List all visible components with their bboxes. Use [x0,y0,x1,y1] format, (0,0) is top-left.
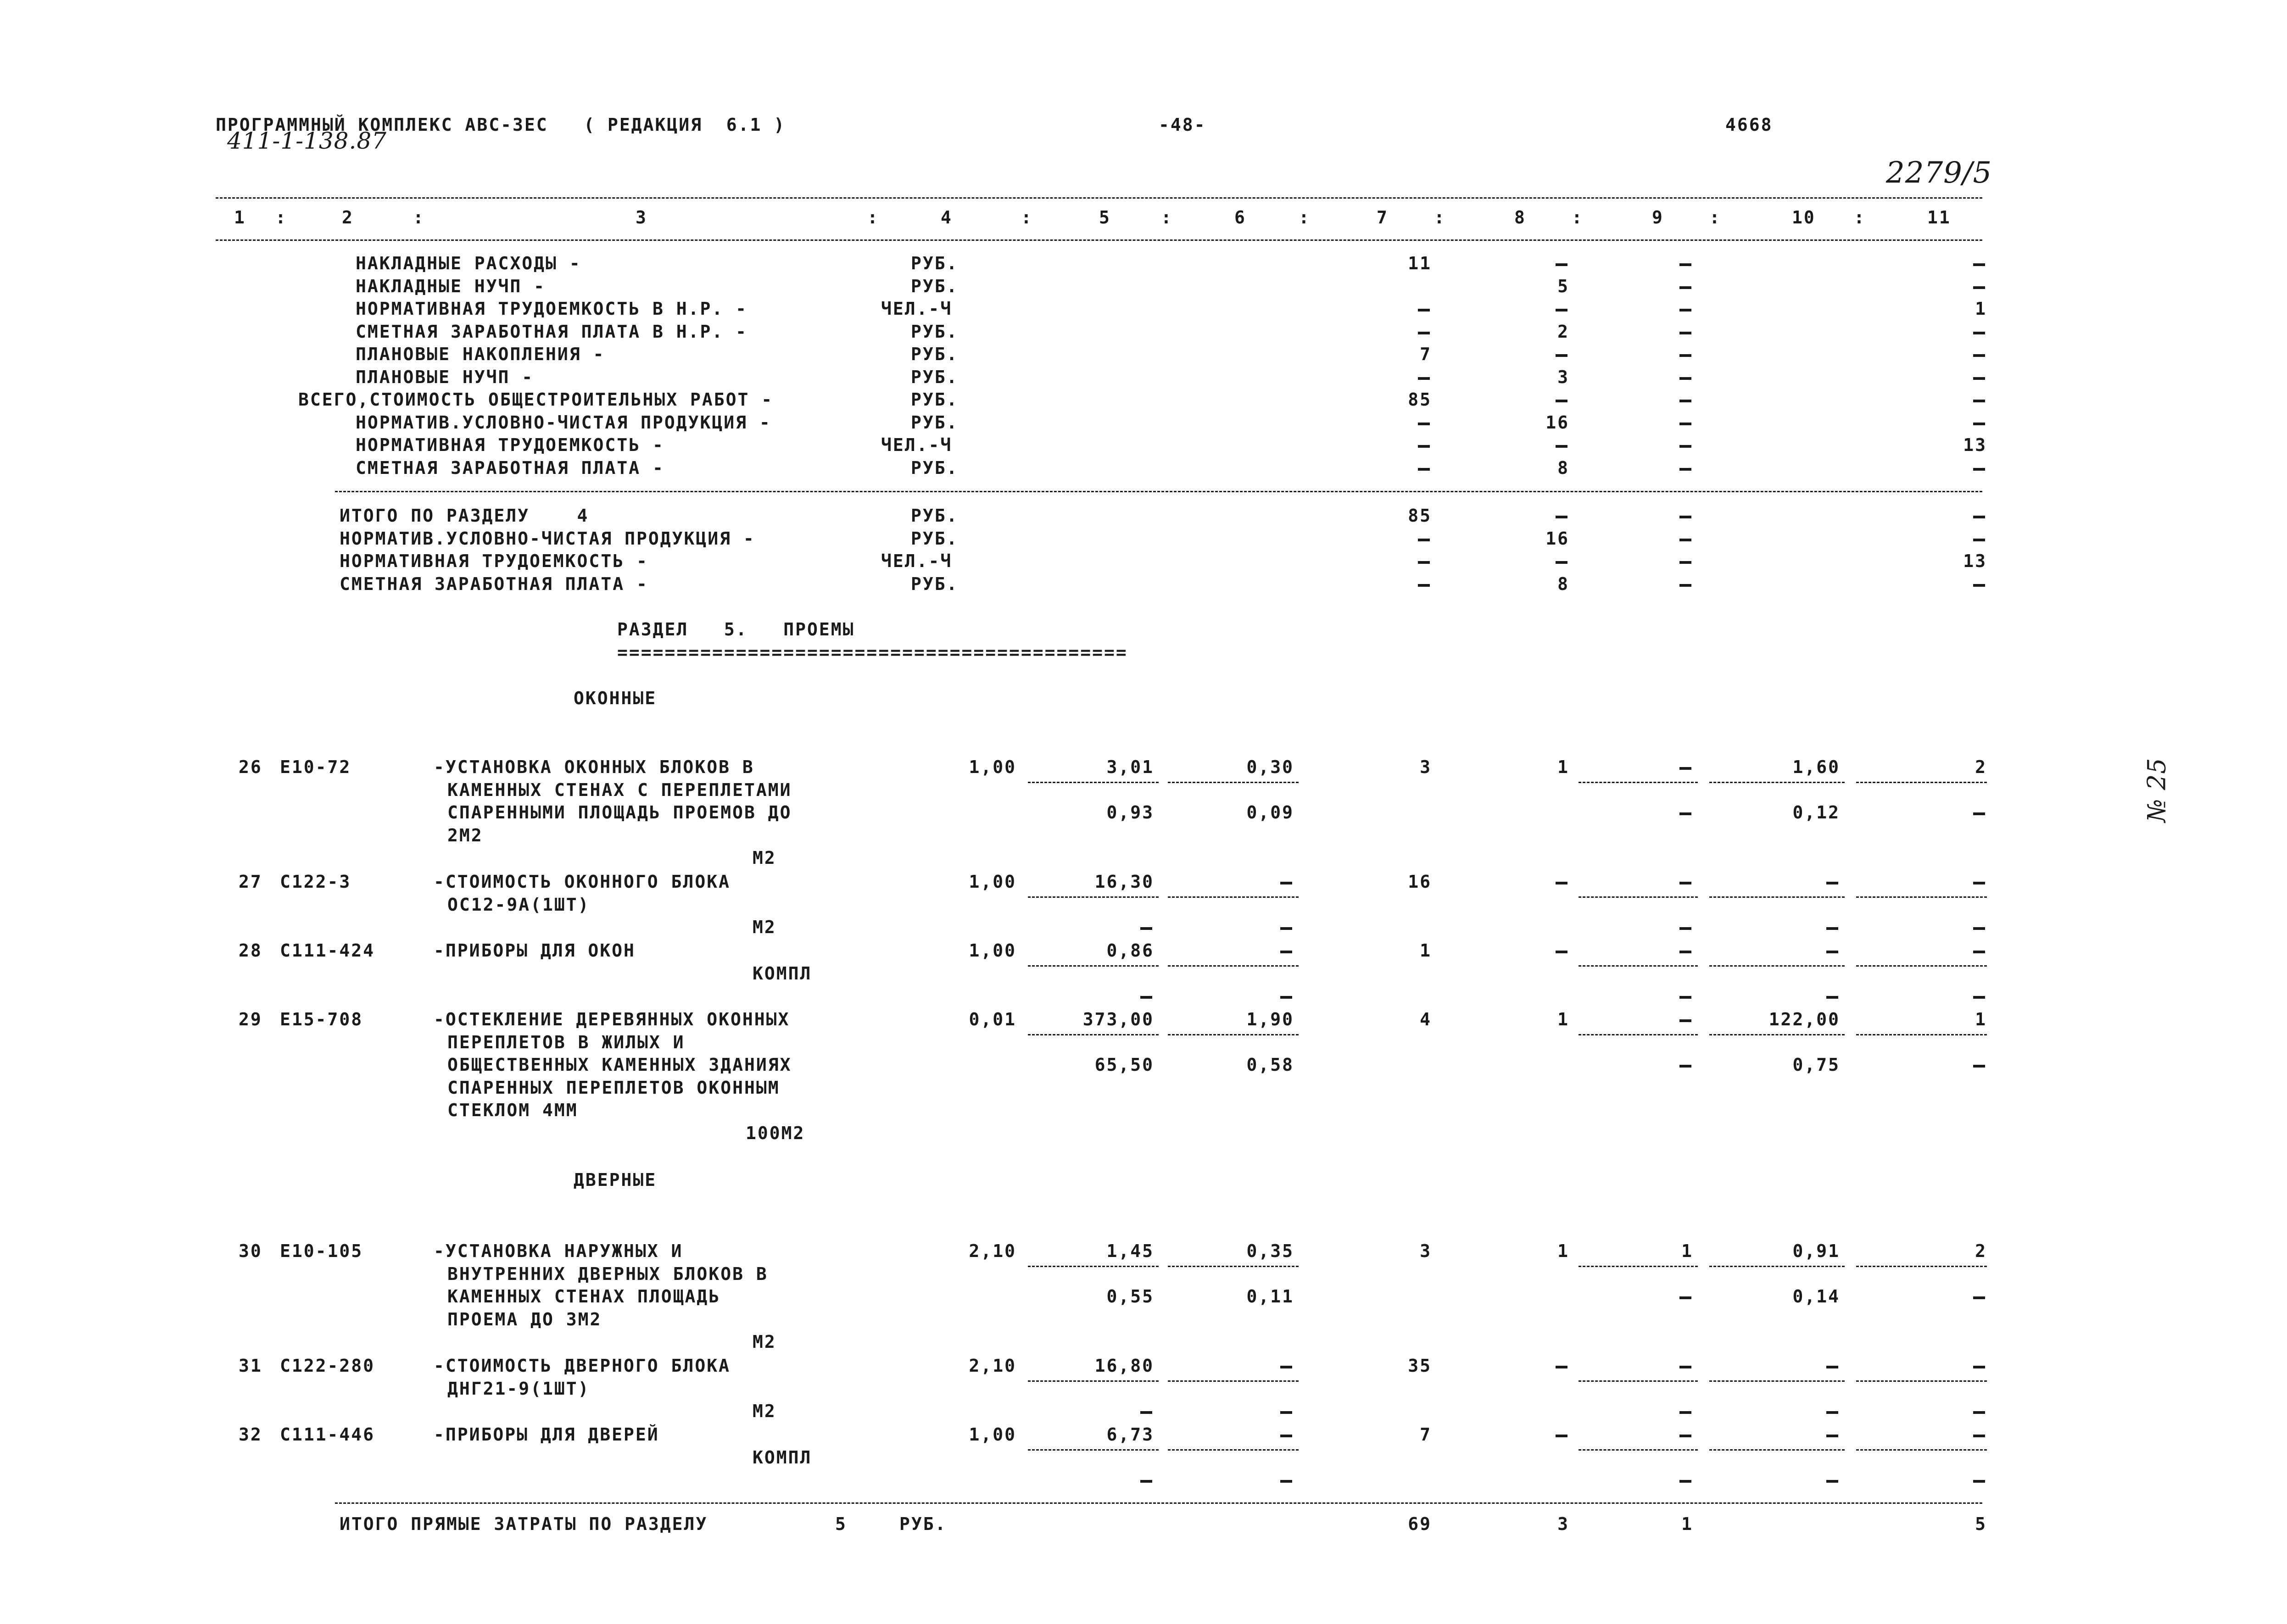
column-number-7: 7 [1377,207,1389,228]
item-wage-cost-machine [1280,927,1292,930]
section-title: РАЗДЕЛ 5. ПРОЕМЫ [617,619,855,640]
column-number-10: 10 [1792,207,1816,228]
fraction-line [1579,965,1698,967]
item-wage-total [1556,951,1567,953]
item-quantity: 1,00 [969,940,1016,961]
item-code: С122-3 [280,872,351,892]
summary-c9 [1679,445,1691,448]
item-unit-cost: 373,00 [1082,1009,1154,1029]
item-description: ОБЩЕСТВЕННЫХ КАМЕННЫХ ЗДАНИЯХ [447,1055,792,1075]
item-labour-machine [1826,927,1838,930]
fraction-line [1028,1266,1159,1267]
item-labour-machine: 0,14 [1792,1286,1840,1307]
item-wage-cost: 1,90 [1246,1009,1294,1029]
grand-total-rule [335,1502,1982,1504]
summary-c11: 1 [1975,299,1987,319]
summary-unit: РУБ. [911,253,959,273]
section-total-c7 [1418,561,1430,564]
section-total-c8: 16 [1545,528,1569,549]
item-machine [1679,1366,1691,1368]
summary-unit: РУБ. [911,321,959,342]
fraction-line [1579,1380,1698,1382]
section-total-rule [335,491,1982,492]
summary-label: ВСЕГО,СТОИМОСТЬ ОБЩЕСТРОИТЕЛЬНЫХ РАБОТ - [298,389,774,410]
page-number: -48- [1159,115,1206,135]
item-quantity: 2,10 [969,1356,1016,1376]
item-code: С122-280 [280,1356,375,1376]
summary-c8 [1556,400,1567,402]
item-description: СПАРЕННЫМИ ПЛОЩАДЬ ПРОЕМОВ ДО [447,802,792,823]
item-total-cost: 1 [1420,940,1432,961]
item-number: 28 [239,940,262,961]
summary-c11 [1973,286,1985,289]
summary-c8 [1556,309,1567,311]
grand-total-c9: 1 [1681,1514,1693,1534]
item-labour-norm: 0,91 [1792,1241,1840,1261]
item-unit-cost: 3,01 [1106,757,1154,777]
summary-unit: РУБ. [911,389,959,410]
column-separator: : [1854,207,1866,228]
grand-total-c11: 5 [1975,1514,1987,1534]
summary-c9 [1679,377,1691,380]
item-unit-cost: 6,73 [1106,1424,1154,1445]
summary-c9 [1679,468,1691,471]
fraction-line [1028,965,1159,967]
section-total-c9 [1679,561,1691,564]
fraction-line [1709,1034,1845,1035]
item-quantity: 1,00 [969,1424,1016,1445]
fraction-line [1709,896,1845,898]
item-wage-total [1556,882,1567,884]
summary-c8 [1556,263,1567,266]
section-total-c8 [1556,516,1567,518]
fraction-line [1709,782,1845,783]
summary-c7: 11 [1408,253,1432,273]
item-machine [1679,951,1691,953]
item-labour-machine [1826,996,1838,999]
item-description: КАМЕННЫХ СТЕНАХ С ПЕРЕПЛЕТАМИ [447,779,792,800]
summary-c7: 85 [1408,389,1432,410]
item-description: -УСТАНОВКА ОКОННЫХ БЛОКОВ В [434,757,754,777]
section-total-c7: 85 [1408,506,1432,526]
item-labour-norm [1826,882,1838,884]
fraction-line [1856,782,1987,783]
item-total-cost: 3 [1420,757,1432,777]
fraction-line [1028,1449,1159,1451]
column-number-4: 4 [941,207,953,228]
item-labour-norm [1826,1366,1838,1368]
fraction-line [1028,1380,1159,1382]
item-description: ДНГ21-9(1ШТ) [447,1378,590,1399]
summary-c11 [1973,354,1985,357]
item-number: 26 [239,757,262,777]
item-unit: М2 [753,1401,776,1421]
item-unit-cost: 16,80 [1094,1356,1154,1376]
section-total-unit: РУБ. [911,573,959,594]
item-machine [1679,1435,1691,1437]
section-total-unit: ЧЕЛ.-Ч [881,551,953,571]
item-number: 31 [239,1356,262,1376]
item-description: СПАРЕННЫХ ПЕРЕПЛЕТОВ ОКОННЫМ [447,1077,780,1098]
item-labour-machine-total [1973,996,1985,999]
summary-c8: 8 [1557,457,1569,478]
section-total-label: НОРМАТИВ.УСЛОВНО-ЧИСТАЯ ПРОДУКЦИЯ - [340,528,755,549]
column-separator: : [1021,207,1033,228]
item-code: Е10-105 [280,1241,363,1261]
grand-total-unit: РУБ. [899,1514,947,1534]
section-total-c9 [1679,584,1691,587]
item-unit: М2 [753,848,776,868]
item-machine-wage [1679,996,1691,999]
item-total-cost: 16 [1408,872,1432,892]
item-labour-machine [1826,1480,1838,1483]
section-total-c11 [1973,516,1985,518]
summary-c8: 2 [1557,321,1569,342]
item-labour-machine: 0,12 [1792,802,1840,823]
item-machine-wage [1679,1411,1691,1414]
summary-label: СМЕТНАЯ ЗАРАБОТНАЯ ПЛАТА В Н.Р. - [356,321,747,342]
section-total-c11 [1973,584,1985,587]
item-wage-cost-machine: 0,09 [1246,802,1294,823]
item-labour-machine: 0,75 [1792,1055,1840,1075]
column-number-11: 11 [1927,207,1951,228]
item-machine [1679,882,1691,884]
fraction-line [1709,1380,1845,1382]
item-wage-total: 1 [1557,1009,1569,1029]
item-machine-wage [1679,1480,1691,1483]
item-description: КАМЕННЫХ СТЕНАХ ПЛОЩАДЬ [447,1286,721,1307]
item-labour-total: 1 [1975,1009,1987,1029]
column-number-9: 9 [1652,207,1664,228]
side-note: № 25 [2142,757,2171,823]
item-total-cost: 3 [1420,1241,1432,1261]
section-total-label: ИТОГО ПО РАЗДЕЛУ 4 [340,506,589,526]
item-description: -СТОИМОСТЬ ДВЕРНОГО БЛОКА [434,1356,731,1376]
fraction-line [1856,1449,1987,1451]
section-total-label: НОРМАТИВНАЯ ТРУДОЕМКОСТЬ - [340,551,648,571]
section-total-c8 [1556,561,1567,564]
item-quantity: 2,10 [969,1241,1016,1261]
item-unit: КОМПЛ [753,963,812,984]
item-machine-wage [1679,927,1691,930]
grand-total-c7: 69 [1408,1514,1432,1534]
summary-c9 [1679,400,1691,402]
fraction-line [1168,965,1299,967]
summary-c8: 16 [1545,412,1569,433]
summary-c9 [1679,263,1691,266]
item-description: -СТОИМОСТЬ ОКОННОГО БЛОКА [434,872,731,892]
item-wage-cost-machine [1280,1480,1292,1483]
fraction-line [1579,782,1698,783]
column-number-8: 8 [1514,207,1526,228]
item-code: С111-446 [280,1424,375,1445]
summary-c11 [1973,423,1985,425]
item-labour-total: 2 [1975,1241,1987,1261]
section-total-unit: РУБ. [911,506,959,526]
item-quantity: 0,01 [969,1009,1016,1029]
summary-c8: 3 [1557,367,1569,387]
item-total-cost: 7 [1420,1424,1432,1445]
fraction-line [1579,1266,1698,1267]
item-unit: КОМПЛ [753,1447,812,1468]
item-number: 32 [239,1424,262,1445]
fraction-line [1856,1034,1987,1035]
summary-label: НОРМАТИВНАЯ ТРУДОЕМКОСТЬ В Н.Р. - [356,299,747,319]
summary-c7 [1418,309,1430,311]
item-labour-machine-total [1973,1065,1985,1068]
item-description: -УСТАНОВКА НАРУЖНЫХ И [434,1241,683,1261]
item-labour-machine [1826,1411,1838,1414]
item-labour-machine-total [1973,927,1985,930]
column-number-1: 1 [234,207,246,228]
summary-c9 [1679,286,1691,289]
item-wage-total [1556,1435,1567,1437]
column-number-6: 6 [1234,207,1246,228]
summary-label: НОРМАТИВ.УСЛОВНО-ЧИСТАЯ ПРОДУКЦИЯ - [356,412,771,433]
item-labour-total [1973,1366,1985,1368]
item-labour-total [1973,1435,1985,1437]
section-total-c11 [1973,539,1985,541]
item-labour-total [1973,951,1985,953]
item-labour-norm [1826,1435,1838,1437]
fraction-line [1168,1034,1299,1035]
column-separator: : [867,207,879,228]
summary-c11 [1973,400,1985,402]
header-rule-bottom [216,239,1982,241]
item-wage-total [1556,1366,1567,1368]
fraction-line [1579,896,1698,898]
item-total-cost: 35 [1408,1356,1432,1376]
summary-c8 [1556,445,1567,448]
item-wage-cost: 0,35 [1246,1241,1294,1261]
item-unit-cost-machine [1140,1480,1152,1483]
section-total-c8: 8 [1557,573,1569,594]
item-code: С111-424 [280,940,375,961]
item-unit-cost: 1,45 [1106,1241,1154,1261]
item-unit-cost-machine: 0,93 [1106,802,1154,823]
item-labour-machine-total [1973,1296,1985,1299]
summary-c11: 13 [1963,435,1987,455]
item-labour-machine-total [1973,812,1985,815]
column-separator: : [1299,207,1311,228]
summary-c9 [1679,309,1691,311]
item-description: ПЕРЕПЛЕТОВ В ЖИЛЫХ И [447,1032,685,1052]
summary-c9 [1679,423,1691,425]
column-separator: : [275,207,287,228]
item-description: -ПРИБОРЫ ДЛЯ ОКОН [434,940,636,961]
section-total-c9 [1679,516,1691,518]
item-wage-cost-machine: 0,58 [1246,1055,1294,1075]
item-wage-cost: 0,30 [1246,757,1294,777]
item-labour-total [1973,882,1985,884]
section-title-underline: =========================================== [617,642,1128,662]
summary-label: ПЛАНОВЫЕ НАКОПЛЕНИЯ - [356,344,605,364]
fraction-line [1709,1266,1845,1267]
fraction-line [1168,1380,1299,1382]
section-total-unit: РУБ. [911,528,959,549]
item-wage-cost-machine: 0,11 [1246,1286,1294,1307]
summary-unit: РУБ. [911,457,959,478]
fraction-line [1856,896,1987,898]
summary-c9 [1679,354,1691,357]
header-rule-top [216,197,1982,199]
item-number: 30 [239,1241,262,1261]
summary-c11 [1973,332,1985,334]
item-unit: 100М2 [746,1123,805,1143]
item-description: ВНУТРЕННИХ ДВЕРНЫХ БЛОКОВ В [447,1263,768,1284]
item-description: 2М2 [447,825,483,845]
item-labour-norm: 122,00 [1768,1009,1840,1029]
item-code: Е15-708 [280,1009,363,1029]
item-code: Е10-72 [280,757,351,777]
item-number: 27 [239,872,262,892]
fraction-line [1028,896,1159,898]
fraction-line [1579,1449,1698,1451]
summary-unit: РУБ. [911,344,959,364]
document-code: 4668 [1725,115,1773,135]
column-separator: : [413,207,425,228]
summary-label: НАКЛАДНЫЕ РАСХОДЫ - [356,253,581,273]
grand-total-label: ИТОГО ПРЯМЫЕ ЗАТРАТЫ ПО РАЗДЕЛУ [340,1514,708,1534]
summary-unit: РУБ. [911,412,959,433]
item-unit-cost: 16,30 [1094,872,1154,892]
summary-label: СМЕТНАЯ ЗАРАБОТНАЯ ПЛАТА - [356,457,664,478]
fraction-line [1709,1449,1845,1451]
item-labour-machine-total [1973,1480,1985,1483]
column-separator: : [1572,207,1584,228]
item-quantity: 1,00 [969,872,1016,892]
item-unit-cost-machine [1140,1411,1152,1414]
item-labour-norm: 1,60 [1792,757,1840,777]
summary-unit: РУБ. [911,276,959,296]
summary-c11 [1973,377,1985,380]
item-description: -ОСТЕКЛЕНИЕ ДЕРЕВЯННЫХ ОКОННЫХ [434,1009,790,1029]
summary-label: НОРМАТИВНАЯ ТРУДОЕМКОСТЬ - [356,435,664,455]
column-separator: : [1434,207,1446,228]
item-description: ПРОЕМА ДО 3М2 [447,1309,602,1329]
column-number-3: 3 [636,207,647,228]
item-unit-cost: 0,86 [1106,940,1154,961]
item-quantity: 1,00 [969,757,1016,777]
fraction-line [1028,782,1159,783]
summary-unit: РУБ. [911,367,959,387]
fraction-line [1579,1034,1698,1035]
column-number-2: 2 [342,207,354,228]
section-total-c9 [1679,539,1691,541]
column-number-5: 5 [1099,207,1111,228]
item-labour-machine-total [1973,1411,1985,1414]
summary-c11 [1973,263,1985,266]
item-wage-total: 1 [1557,757,1569,777]
item-total-cost: 4 [1420,1009,1432,1029]
grand-total-section: 5 [835,1514,847,1534]
summary-c8: 5 [1557,276,1569,296]
item-unit-cost-machine [1140,996,1152,999]
fraction-line [1856,1266,1987,1267]
subsection-windows: ОКОННЫЕ [574,688,657,708]
handwritten-doc-ref: 411-1-138.87 [227,128,387,154]
item-labour-total: 2 [1975,757,1987,777]
summary-label: НАКЛАДНЫЕ НУЧП - [356,276,546,296]
fraction-line [1709,965,1845,967]
summary-c7 [1418,445,1430,448]
fraction-line [1168,1266,1299,1267]
column-separator: : [1709,207,1721,228]
handwritten-sheet-ref: 2279/5 [1886,156,1992,190]
item-unit-cost-machine: 65,50 [1094,1055,1154,1075]
summary-c11 [1973,468,1985,471]
summary-c8 [1556,354,1567,357]
fraction-line [1168,782,1299,783]
summary-unit: ЧЕЛ.-Ч [881,299,953,319]
fraction-line [1028,1034,1159,1035]
column-separator: : [1161,207,1173,228]
item-description: СТЕКЛОМ 4ММ [447,1100,578,1120]
fraction-line [1168,1449,1299,1451]
item-wage-cost-machine [1280,996,1292,999]
summary-unit: ЧЕЛ.-Ч [881,435,953,455]
subsection-doors: ДВЕРНЫЕ [574,1170,657,1190]
fraction-line [1856,965,1987,967]
summary-label: ПЛАНОВЫЕ НУЧП - [356,367,534,387]
summary-c7: 7 [1420,344,1432,364]
item-wage-cost-machine [1280,1411,1292,1414]
item-number: 29 [239,1009,262,1029]
fraction-line [1856,1380,1987,1382]
summary-c9 [1679,332,1691,334]
item-unit-cost-machine: 0,55 [1106,1286,1154,1307]
item-unit: М2 [753,1332,776,1352]
section-total-c11: 13 [1963,551,1987,571]
item-unit-cost-machine [1140,927,1152,930]
item-unit: М2 [753,917,776,937]
program-title: ПРОГРАММНЫЙ КОМПЛЕКС АВС-ЗЕС ( РЕДАКЦИЯ 6.1 ) [216,115,786,135]
item-wage-total: 1 [1557,1241,1569,1261]
section-total-label: СМЕТНАЯ ЗАРАБОТНАЯ ПЛАТА - [340,573,648,594]
item-description: -ПРИБОРЫ ДЛЯ ДВЕРЕЙ [434,1424,659,1445]
item-machine: 1 [1681,1241,1693,1261]
item-description: ОС12-9А(1ШТ) [447,894,590,915]
item-labour-norm [1826,951,1838,953]
fraction-line [1168,896,1299,898]
grand-total-c8: 3 [1557,1514,1569,1534]
